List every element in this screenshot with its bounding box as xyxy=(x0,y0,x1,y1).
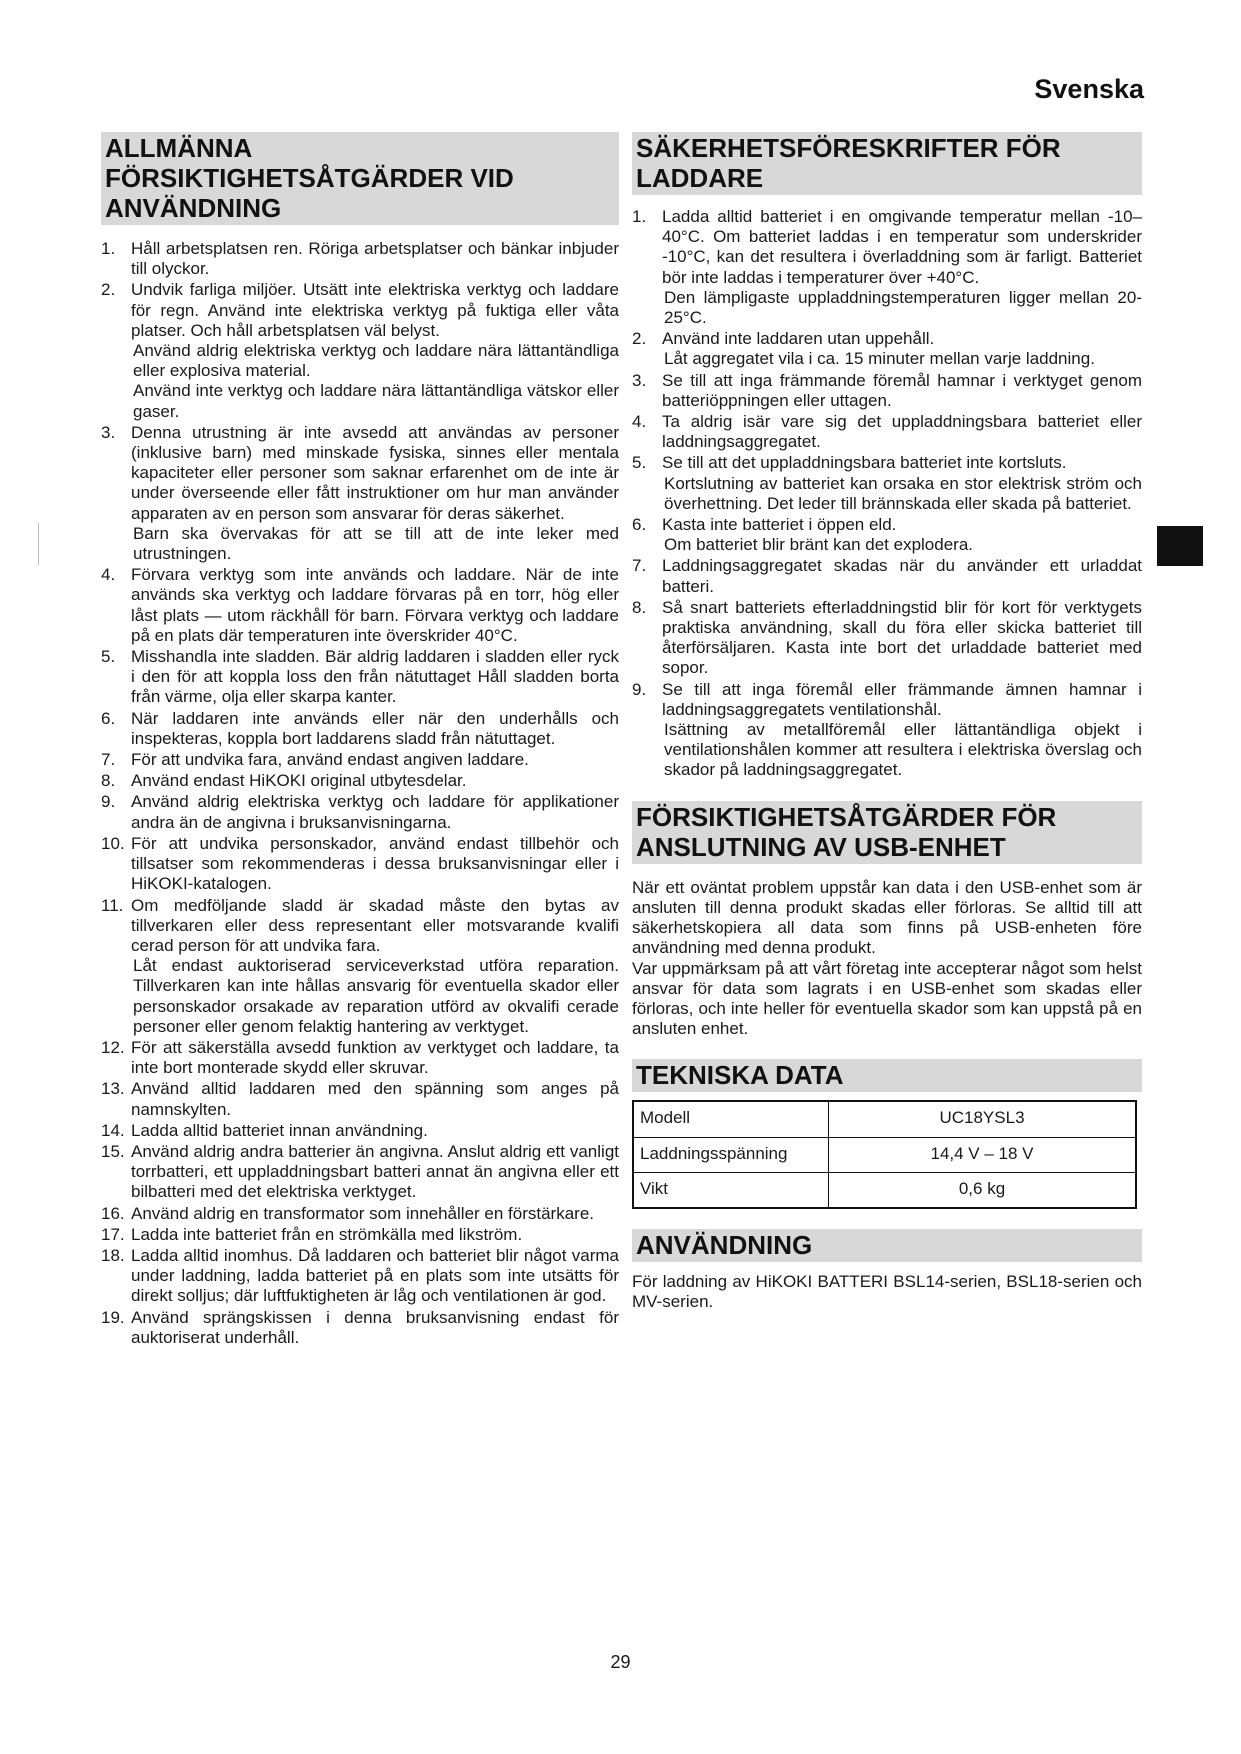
list-item xyxy=(101,565,619,646)
item-number: 14. xyxy=(101,1120,125,1140)
list-item xyxy=(101,896,619,1037)
general-precautions-heading: ALLMÄNNA FÖRSIKTIGHETSÅTGÄRDER VID ANVÄNDNING xyxy=(101,132,619,225)
item-subtext: Isättning av metallföremål eller lättantändliga objekt i ventilationshålen kommer att resultera i elektriska överslag och skador på laddningsaggregatet. xyxy=(664,720,1142,780)
item-number: 7. xyxy=(101,750,116,770)
item-number: 19. xyxy=(101,1307,125,1327)
item-subtext: Låt endast auktoriserad serviceverkstad utföra reparation. Tillverkaren kan inte hållas ansvarig för eventuella skador eller personskador orsakade av reparation utförd av okvalifi cerade personer eller genom felaktig hantering av verktyget. xyxy=(133,956,619,1036)
usb-section xyxy=(632,801,1142,1040)
item-number: 1. xyxy=(632,207,647,226)
list-item xyxy=(632,680,1142,781)
item-number: 8. xyxy=(101,771,116,791)
item-text: Se till att det uppladdningsbara batteriet inte kortsluts. xyxy=(662,453,1067,473)
list-item xyxy=(101,647,619,708)
item-text: Använd aldrig elektriska verktyg och laddare för applikationer andra än de angivna i bruksanvisningarna. xyxy=(131,792,619,832)
right-column xyxy=(632,132,1142,1312)
usage-section xyxy=(632,1229,1142,1312)
item-text: Kasta inte batteriet i öppen eld. xyxy=(662,515,897,535)
item-text: Använd alltid laddaren med den spänning som anges på namnskylten. xyxy=(131,1079,619,1119)
item-number: 11. xyxy=(101,895,124,915)
table-row xyxy=(633,1172,1136,1208)
item-text: För att undvika personskador, använd endast tillbehör och tillsatser som rekommenderas i dessa bruksanvisningar eller i HiKOKI-katalogen. xyxy=(131,833,619,894)
item-number: 10. xyxy=(101,833,125,853)
list-item xyxy=(101,709,619,749)
usage-heading: ANVÄNDNING xyxy=(632,1229,1142,1262)
list-item xyxy=(632,515,1142,555)
table-row xyxy=(633,1137,1136,1172)
spec-label: Vikt xyxy=(633,1172,829,1208)
item-text: Använd aldrig andra batterier än angivna. Anslut aldrig ett vanligt torrbatteri, ett uppladdningsbart batteri annat än angivna eller ett bilbatteri med det elektriska verktyget. xyxy=(131,1141,619,1202)
item-text: Ladda alltid inomhus. Då laddaren och batteriet blir något varma under laddning, ladda batteriet på en plats som inte utsätts för direkt solljus; där luftfuktigheten är låg och ventilationen är god. xyxy=(131,1245,619,1306)
list-item xyxy=(101,1142,619,1203)
section-tab-marker xyxy=(1157,526,1203,566)
item-text: Denna utrustning är inte avsedd att användas av personer (inklusive barn) med minskade fysiska, sinnes eller mentala kapaciteter eller personer som saknar erfarenhet om de inte är under överseende eller fått instruktioner om hur man använder apparaten av en person som ansvarar för deras säkerhet. xyxy=(131,422,619,523)
usb-heading: FÖRSIKTIGHETSÅTGÄRDER FÖR ANSLUTNING AV USB-ENHET xyxy=(632,801,1142,864)
list-item xyxy=(101,771,619,791)
general-precautions-list xyxy=(101,239,619,1348)
item-number: 3. xyxy=(101,422,116,442)
list-item xyxy=(101,1246,619,1307)
usb-paragraph: När ett oväntat problem uppstår kan data i den USB-enhet som är ansluten till denna produkt skadas eller förloras. Se alltid till att säkerhetskopiera all data som finns på USB-enheten före användning med denna produkt. xyxy=(632,877,1142,958)
item-text: Ta aldrig isär vare sig det uppladdningsbara batteriet eller laddningsaggregatet. xyxy=(662,412,1142,452)
list-item xyxy=(101,1204,619,1224)
item-text: Håll arbetsplatsen ren. Röriga arbetsplatser och bänkar inbjuder till olyckor. xyxy=(131,239,619,279)
list-item xyxy=(101,834,619,895)
list-item xyxy=(101,1038,619,1078)
item-number: 9. xyxy=(632,679,647,699)
list-item xyxy=(101,1079,619,1119)
item-text: Se till att inga främmande föremål hamnar i verktyget genom batteriöppningen eller uttagen. xyxy=(662,370,1142,410)
list-item xyxy=(632,598,1142,679)
item-number: 1. xyxy=(101,239,116,258)
table-row xyxy=(633,1101,1136,1137)
charger-safety-list xyxy=(632,207,1142,781)
item-text: Använd aldrig en transformator som innehåller en förstärkare. xyxy=(131,1203,595,1223)
item-text: Misshandla inte sladden. Bär aldrig laddaren i sladden eller ryck i den för att koppla loss den från nätuttaget Håll sladden borta från värme, olja eller skarpa kanter. xyxy=(131,647,619,707)
item-number: 5. xyxy=(632,453,647,473)
item-text: När laddaren inte används eller när den underhålls och inspekteras, koppla bort laddarens sladd från nätuttaget. xyxy=(131,708,619,748)
item-number: 15. xyxy=(101,1141,125,1161)
item-text: Om medföljande sladd är skadad måste den bytas av tillverkaren eller dess representant eller motsvarande kvalifi cerad person för att undvika fara. xyxy=(131,895,619,955)
list-item xyxy=(101,1121,619,1141)
item-text: Laddningsaggregatet skadas när du använder ett urladdat batteri. xyxy=(662,556,1142,596)
list-item xyxy=(632,207,1142,328)
item-text: Använd inte laddaren utan uppehåll. xyxy=(662,329,935,349)
list-item xyxy=(101,792,619,832)
item-number: 9. xyxy=(101,792,116,812)
item-number: 4. xyxy=(101,565,116,585)
item-number: 6. xyxy=(632,515,647,535)
item-subtext: Låt aggregatet vila i ca. 15 minuter mellan varje laddning. xyxy=(664,349,1095,369)
item-text: Använd endast HiKOKI original utbytesdelar. xyxy=(131,771,467,791)
usage-text: För laddning av HiKOKI BATTERI BSL14-serien, BSL18-serien och MV-serien. xyxy=(632,1271,1142,1312)
item-text: Så snart batteriets efterladdningstid blir för kort för verktygets praktiska användning, skall du föra eller skicka batteriet till återförsäljaren. Kasta inte bort det urladdade batteriet med sopor. xyxy=(662,597,1142,678)
item-text: Använd sprängskissen i denna bruksanvisning endast för auktoriserat underhåll. xyxy=(131,1307,619,1347)
item-text: Se till att inga föremål eller främmande ämnen hamnar i laddningsaggregatets ventilationshål. xyxy=(662,679,1142,719)
item-subtext: Kortslutning av batteriet kan orsaka en stor elektrisk ström och överhettning. Det leder till brännskada eller skada på batteriet. xyxy=(664,473,1142,513)
spec-value: 0,6 kg xyxy=(829,1172,1137,1208)
tech-data-section xyxy=(632,1059,1142,1209)
left-column xyxy=(101,132,619,1349)
item-subtext: Använd inte verktyg och laddare nära lättantändliga vätskor eller gaser. xyxy=(133,381,619,421)
item-text: Förvara verktyg som inte används och laddare. När de inte används ska verktyg och laddare förvaras på en torr, hög eller låst plats — utom räckhåll för barn. Förvara verktyg och laddare på en plats där temperaturen inte överskrider 40°C. xyxy=(131,565,619,645)
list-item xyxy=(101,750,619,770)
spec-value: UC18YSL3 xyxy=(829,1101,1137,1137)
item-subtext: Om batteriet blir bränt kan det explodera. xyxy=(664,535,973,555)
charger-safety-heading: SÄKERHETSFÖRESKRIFTER FÖR LADDARE xyxy=(632,132,1142,195)
item-number: 8. xyxy=(632,597,647,617)
page-number: 29 xyxy=(610,1652,631,1672)
item-text: Ladda alltid batteriet innan användning. xyxy=(131,1120,428,1140)
item-number: 12. xyxy=(101,1037,125,1057)
item-number: 17. xyxy=(101,1224,125,1244)
item-number: 4. xyxy=(632,412,647,432)
list-item xyxy=(101,1308,619,1348)
item-number: 2. xyxy=(632,329,647,349)
usb-paragraph: Var uppmärksam på att vårt företag inte accepterar något som helst ansvar för data som lagrats i en USB-enhet som skadas eller förloras, och inte heller för eventuella skador som kan uppstå på en ansluten enhet. xyxy=(632,958,1142,1039)
item-number: 7. xyxy=(632,556,647,576)
item-subtext: Den lämpligaste uppladdningstemperaturen ligger mellan 20-25°C. xyxy=(664,287,1142,328)
item-number: 13. xyxy=(101,1079,125,1099)
item-subtext: Barn ska övervakas för att se till att de inte leker med utrustningen. xyxy=(133,523,619,564)
list-item xyxy=(101,423,619,564)
list-item xyxy=(101,280,619,421)
spec-value: 14,4 V – 18 V xyxy=(829,1137,1137,1172)
item-number: 6. xyxy=(101,708,116,728)
item-text: Ladda inte batteriet från en strömkälla med likström. xyxy=(131,1224,523,1244)
list-item xyxy=(632,412,1142,452)
item-text: Undvik farliga miljöer. Utsätt inte elektriska verktyg och laddare för regn. Använd inte elektriska verktyg på fuktiga eller våta platser. Och håll arbetsplatsen väl belyst. xyxy=(131,280,619,340)
list-item xyxy=(632,556,1142,596)
item-subtext: Använd aldrig elektriska verktyg och laddare nära lättantändliga eller explosiva material. xyxy=(133,341,619,381)
spec-label: Laddningsspänning xyxy=(633,1137,829,1172)
list-item xyxy=(101,239,619,279)
list-item xyxy=(632,453,1142,514)
item-number: 3. xyxy=(632,370,647,390)
list-item xyxy=(632,329,1142,369)
item-text: För att säkerställa avsedd funktion av verktyget och laddare, ta inte bort monterade skydd eller skruvar. xyxy=(131,1037,619,1078)
item-number: 18. xyxy=(101,1245,125,1265)
tech-data-table xyxy=(632,1100,1137,1209)
spec-label: Modell xyxy=(633,1101,829,1137)
item-text: För att undvika fara, använd endast angiven laddare. xyxy=(131,750,529,770)
item-text: Ladda alltid batteriet i en omgivande temperatur mellan -10–40°C. Om batteriet laddas i en temperatur som underskrider -10°C, kan det resultera i överladdning som är farligt. Batteriet bör inte laddas i temperaturer över +40°C. xyxy=(662,207,1142,287)
list-item xyxy=(101,1225,619,1245)
margin-line xyxy=(38,523,39,565)
tech-data-heading: TEKNISKA DATA xyxy=(632,1059,1142,1092)
language-label: Svenska xyxy=(1034,74,1144,104)
list-item xyxy=(632,371,1142,411)
item-number: 5. xyxy=(101,647,116,667)
item-number: 16. xyxy=(101,1203,125,1223)
item-number: 2. xyxy=(101,280,116,300)
